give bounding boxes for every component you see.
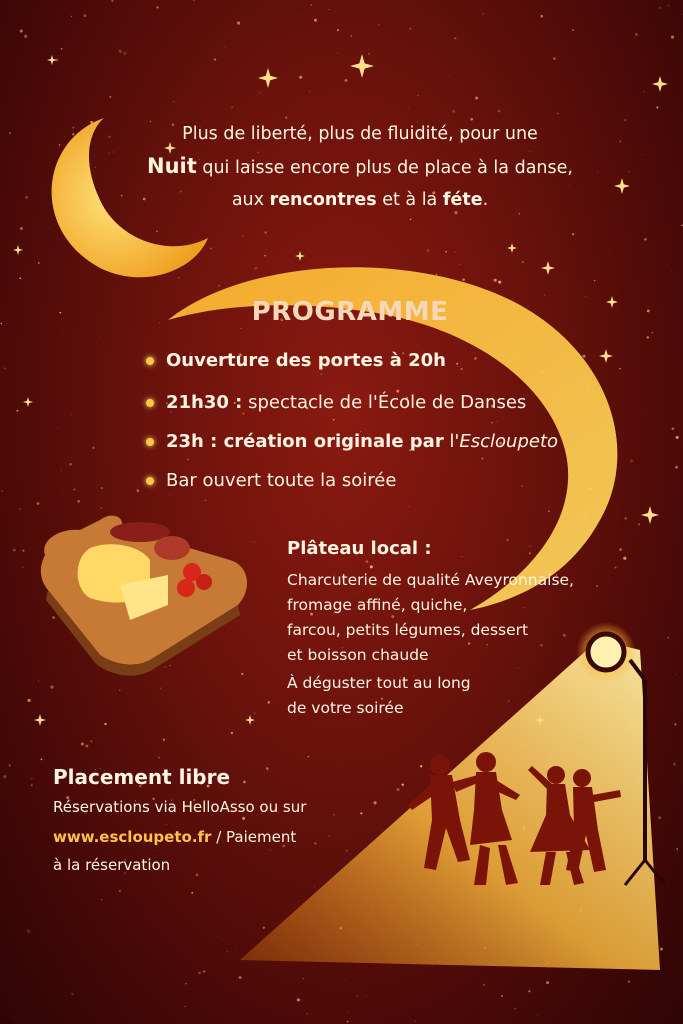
intro-fete: féte <box>442 190 483 210</box>
placement-line-2-rest: / Paiement <box>211 828 297 846</box>
programme-title: PROGRAMME <box>251 297 449 327</box>
plateau-line: et boisson chaude <box>287 646 429 664</box>
intro-line-1: Plus de liberté, plus de fluidité, pour une <box>182 124 538 144</box>
programme-item-4 <box>146 470 396 491</box>
programme-item-3-pre: l' <box>443 431 460 452</box>
plateau-line: farcou, petits légumes, dessert <box>287 621 529 639</box>
intro-text <box>60 118 660 216</box>
programme-item-1-text: Ouverture des portes à 20h <box>166 350 446 371</box>
programme-item-2 <box>146 392 526 413</box>
intro-line-3-end: . <box>482 190 489 210</box>
programme-item-3 <box>146 431 558 452</box>
cheese-board-icon <box>41 516 247 676</box>
intro-line-3-pre: aux <box>231 190 270 210</box>
programme-item-2-text: spectacle de l'École de Danses <box>242 392 527 413</box>
plateau-line: fromage affiné, quiche, <box>287 596 468 614</box>
intro-line-2-rest: qui laisse encore plus de place à la danse, <box>196 158 573 178</box>
plateau-title: Plâteau local : <box>287 538 432 559</box>
programme-item-2-time: 21h30 : <box>166 392 243 413</box>
plateau-line: de votre soirée <box>287 699 404 717</box>
placement-line-2 <box>53 828 296 846</box>
website-link[interactable]: www.escloupeto.fr <box>53 828 212 846</box>
bullet-icon <box>146 357 154 365</box>
placement-title: Placement libre <box>53 765 231 789</box>
plateau-line: Charcuterie de qualité Aveyronnaise, <box>287 571 574 589</box>
placement-line-3: à la réservation <box>53 856 171 874</box>
programme-item-1 <box>146 350 446 371</box>
intro-rencontres: rencontres <box>269 190 377 210</box>
bullet-icon <box>146 399 154 407</box>
bullet-icon <box>146 477 154 485</box>
programme-item-3-escloupeto: Escloupeto <box>459 431 559 452</box>
intro-line-2 <box>60 150 660 184</box>
plateau-line: À déguster tout au long <box>287 674 471 692</box>
intro-nuit: Nuit <box>147 154 197 178</box>
placement-line-1: Réservations via HelloAsso ou sur <box>53 798 307 816</box>
intro-line-3 <box>60 184 660 216</box>
intro-line-3-mid: et à la <box>376 190 443 210</box>
bullet-icon <box>146 438 154 446</box>
programme-item-4-text: Bar ouvert toute la soirée <box>166 470 397 491</box>
programme-item-3-time: 23h : création originale par <box>166 431 444 452</box>
